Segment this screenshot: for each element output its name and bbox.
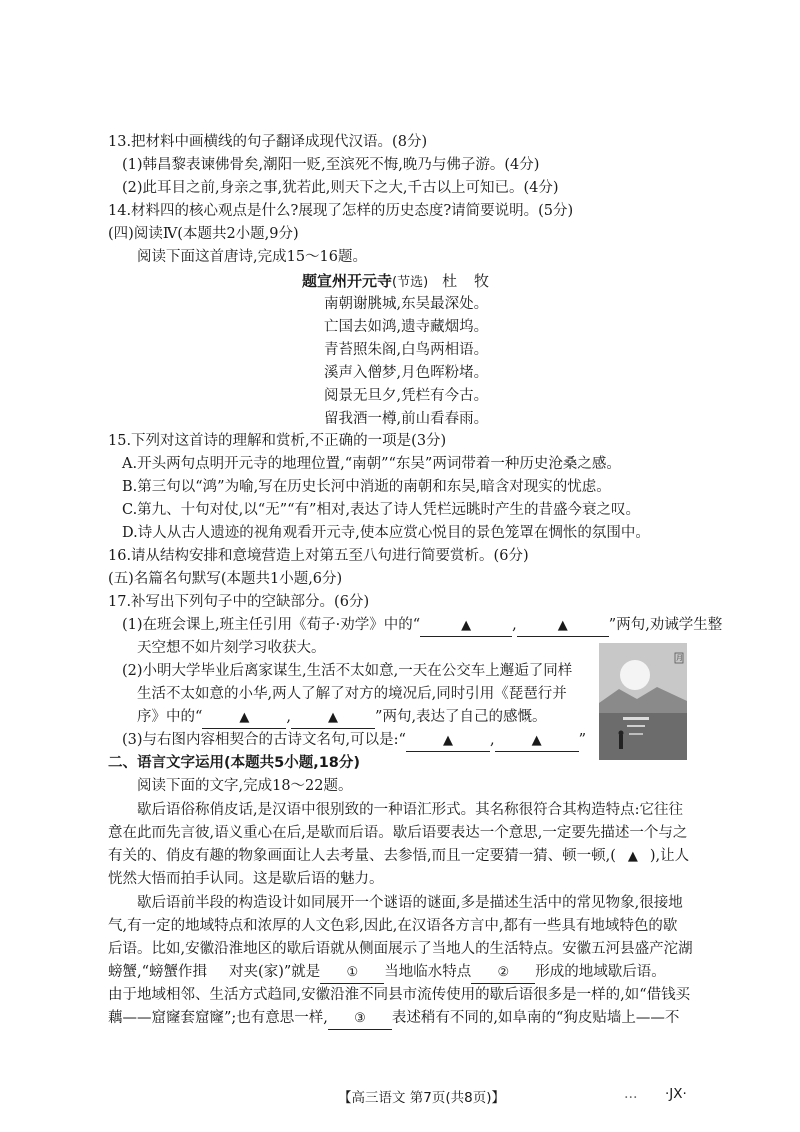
part2-heading: 二、语言文字运用(本题共5小题,18分) xyxy=(108,755,361,771)
paragraph-2-line: 歇后语前半段的构造设计如同展开一个谜语的谜面,多是描述生活中的常见物象,很接地 xyxy=(137,895,683,911)
answer-blank[interactable]: ▲ xyxy=(291,708,375,729)
q13-sentence-2: (2)此耳目之前,身亲之事,犹若此,则天下之大,千古以上可知已。(4分) xyxy=(122,180,559,196)
q17-item-2-blanks: 序》中的“ ▲ , ▲ ”两句,表达了自己的感慨。 xyxy=(137,707,547,729)
paragraph-1-line: 意在此而先言彼,语义重心在后,是歇而后语。歇后语要表达一个意思,一定要先描述一个与之 xyxy=(108,825,688,841)
q17-1-text-b: ”两句,劝诫学生整 xyxy=(608,617,723,633)
answer-blank[interactable]: ▲ xyxy=(420,616,512,637)
image-seal: 月 xyxy=(676,654,683,662)
part2-intro: 阅读下面的文字,完成18～22题。 xyxy=(137,778,353,794)
paragraph-2-line: 气,有一定的地域特点和浓厚的人文色彩,因此,在汉语各方言中,都有一些具有地域特色的歇 xyxy=(108,918,678,934)
q15-option-c: C.第九、十句对仗,以“无”“有”相对,表达了诗人凭栏远眺时产生的昔盛今衰之叹。 xyxy=(122,502,641,518)
q17-2-text-b: 生活不太如意的小华,两人了解了对方的境况后,同时引用《琵琶行并 xyxy=(137,686,567,702)
poem-line: 留我酒一樽,前山看春雨。 xyxy=(324,411,489,427)
moon-river-picture xyxy=(599,643,687,760)
q15-option-a: A.开头两句点明开元寺的地理位置,“南朝”“东吴”两词带着一种历史沧桑之感。 xyxy=(122,456,621,472)
poem-line: 青苔照朱阁,白鸟两相语。 xyxy=(324,342,489,358)
answer-blank-3[interactable]: ③ xyxy=(328,1009,392,1030)
q15-option-d: D.诗人从古人遗迹的视角观看开元寺,使本应赏心悦目的景色笼罩在惆怅的氛围中。 xyxy=(122,525,650,541)
q15-stem: 15.下列对这首诗的理解和赏析,不正确的一项是(3分) xyxy=(108,433,447,449)
paragraph-1-line-blank: 有关的、俏皮有趣的物象画面让人去考量、去参悟,而且一定要猜一猜、顿一顿,( ▲ ),让人 xyxy=(108,846,689,867)
paragraph-2-line-blanks: 螃蟹,“螃蟹作揖 对夹(家)”就是 ① 当地临水特点 ② 形成的地域歇后语。 xyxy=(108,962,666,984)
reading4-heading: (四)阅读Ⅳ(本题共2小题,9分) xyxy=(108,226,299,242)
q14-stem: 14.材料四的核心观点是什么?展现了怎样的历史态度?请简要说明。(5分) xyxy=(108,203,574,219)
poem-note: (节选) xyxy=(392,275,429,290)
footer-page-label: 【高三语文 第7页(共8页)】 xyxy=(338,1090,506,1106)
q17-1-text-a: (1)在班会课上,班主任引用《荀子·劝学》中的“ xyxy=(122,617,421,633)
q17-item-1: (1)在班会课上,班主任引用《荀子·劝学》中的“ ▲ , ▲ ”两句,劝诫学生整 xyxy=(122,615,722,637)
answer-blank[interactable]: ▲ xyxy=(627,849,638,864)
poem-title-row xyxy=(302,270,495,291)
answer-blank[interactable]: ▲ xyxy=(406,731,490,752)
paragraph-2-line: 由于地域相邻、生活方式趋同,安徽沿淮不同县市流传使用的歇后语很多是一样的,如“借钱买 xyxy=(108,987,691,1003)
answer-blank[interactable]: ▲ xyxy=(202,708,286,729)
q17-item-3: (3)与右图内容相契合的古诗文名句,可以是:“ ▲ , ▲ ” xyxy=(122,730,586,752)
footer-code: ·JX· xyxy=(665,1086,687,1102)
q17-1-text-c: 天空想不如片刻学习收获大。 xyxy=(137,640,326,656)
q15-option-b: B.第三句以“鸿”为喻,写在历史长河中消逝的南朝和东吴,暗含对现实的忧虑。 xyxy=(122,479,611,495)
q13-stem: 13.把材料中画横线的句子翻译成现代汉语。(8分) xyxy=(108,134,428,150)
poem-line: 亡国去如鸿,遗寺藏烟坞。 xyxy=(324,319,489,335)
q13-sentence-1: (1)韩昌黎表谏佛骨矣,潮阳一贬,至滨死不悔,晚乃与佛子游。(4分) xyxy=(122,157,540,173)
answer-blank[interactable]: ▲ xyxy=(495,731,579,752)
answer-blank-1[interactable]: ① xyxy=(320,963,384,984)
footer-dots: … xyxy=(624,1086,638,1102)
q17-stem: 17.补写出下列句子中的空缺部分。(6分) xyxy=(108,594,370,610)
reading4-intro: 阅读下面这首唐诗,完成15～16题。 xyxy=(137,249,368,265)
poem-author: 杜 牧 xyxy=(442,272,495,290)
paragraph-1-line: 恍然大悟而拍手认同。这是歇后语的魅力。 xyxy=(108,871,384,887)
poem-line: 阅景无旦夕,凭栏有今古。 xyxy=(324,388,489,404)
section5-heading: (五)名篇名句默写(本题共1小题,6分) xyxy=(108,571,343,587)
answer-blank[interactable]: ▲ xyxy=(517,616,609,637)
poem-line: 南朝谢朓城,东吴最深处。 xyxy=(324,296,489,312)
paragraph-2-line: 后语。比如,安徽沿淮地区的歇后语就从侧面展示了当地人的生活特点。安徽五河县盛产沱湖 xyxy=(108,941,693,957)
poem-line: 溪声入僧梦,月色晖粉堵。 xyxy=(324,365,489,381)
paragraph-1-line: 歇后语俗称俏皮话,是汉语中很别致的一种语汇形式。其名称很符合其构造特点:它往往 xyxy=(137,802,683,818)
paragraph-2-line-blank: 藕——窟窿套窟窿”;也有意思一样, ③ 表述稍有不同的,如阜南的“狗皮贴墙上——不 xyxy=(108,1008,679,1030)
landscape-image xyxy=(599,643,687,760)
q16-stem: 16.请从结构安排和意境营造上对第五至八句进行简要赏析。(6分) xyxy=(108,548,529,564)
poem-title: 题宣州开元寺 xyxy=(302,272,393,290)
answer-blank-2[interactable]: ② xyxy=(471,963,535,984)
q17-2-text-a: (2)小明大学毕业后离家谋生,生活不太如意,一天在公交车上邂逅了同样 xyxy=(122,663,573,679)
